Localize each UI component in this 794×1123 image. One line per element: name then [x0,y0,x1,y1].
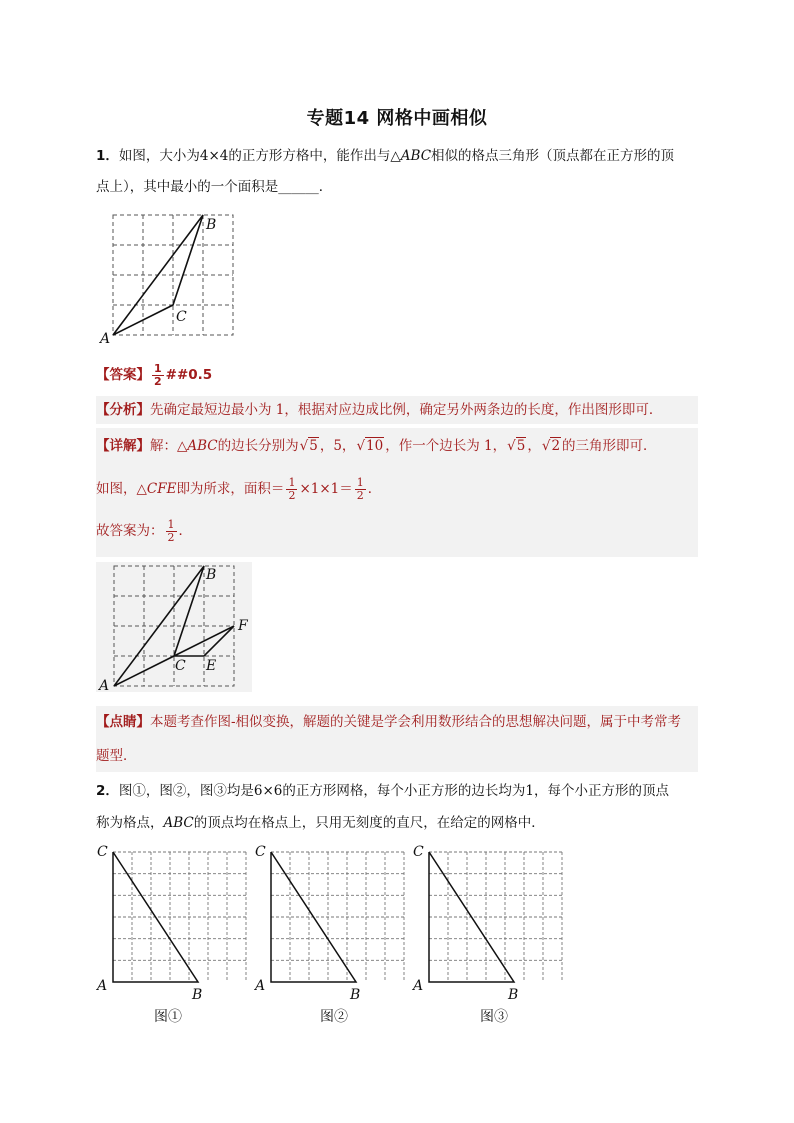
q1-figure [98,210,248,345]
q2-line1-b: 的正方形网格，每个小正方形的边长均为 [282,783,526,799]
q1-text-b: 的正方形方格中，能作出与 [228,148,391,164]
q2-line-2 [96,813,545,833]
q1-text-c: 相似的格点三角形（顶点都在正方形的顶 [431,148,675,164]
detail-triangle: △ABC [177,438,218,454]
q2-line-1 [96,781,669,801]
answer-frac-den: 2 [154,374,162,388]
detail-sep-2: ， [527,438,541,454]
q2-number: 2． [96,783,119,799]
sqrt-2: √2 [541,438,561,454]
grid-figure-1 [95,844,246,1025]
label-b: B [206,217,217,233]
sqrt-10: √10 [356,438,384,454]
detail-line2-end: ． [367,481,382,497]
q2-line2-a: 称为格点， [96,815,164,831]
detail-line-2 [96,474,381,504]
fig2-label-c: C [255,844,266,860]
q1-grid [113,215,233,335]
fig1-label-c: C [97,844,108,860]
answer-rest: ##0.5 [165,367,213,383]
label-a-2: A [99,678,110,692]
comment-text-1: 本题考查作图-相似变换，解题的关键是学会利用数形结合的思想解决问题，属于中考常考 [150,714,682,730]
analysis-text: 先确定最短边最小为 1，根据对应边成比例，确定另外两条边的长度，作出图形即可． [150,402,663,418]
detail-frac-3: $\frac{1}{2}$ [167,517,175,544]
detail-frac-1: $\frac{1}{2}$ [288,475,296,502]
fig2-label-b: B [350,987,361,1003]
triangle-abc [113,215,203,335]
analysis-line [96,396,698,424]
fig3-label-b: B [508,987,519,1003]
detail-triangle-cfe: △CFE [136,481,177,497]
answer-tag: 【答案】 [96,367,150,383]
comment-line-1 [96,712,681,732]
detail-tag: 【详解】 [96,438,150,454]
q1-number: 1． [96,148,119,164]
q2-size: 6×6 [253,783,283,799]
q1-triangle: △ABC [390,148,432,164]
answer-frac-num: 1 [154,361,162,375]
detail-frac-2: $\frac{1}{2}$ [356,475,364,502]
detail-line-1 [96,436,657,456]
q1-line-2: 点上），其中最小的一个面积是______． [96,179,333,195]
q2-unit: 1 [525,783,534,799]
answer-line [96,360,212,390]
detail-line2-c: ×1×1＝ [299,481,353,497]
label-c: C [176,309,187,325]
fig1-label-a: A [97,978,108,994]
comment-line-2: 题型． [96,748,137,764]
label-a: A [100,331,111,345]
detail-line2-a: 如图， [96,481,137,497]
detail-text-b: 的边长分别为 [217,438,299,454]
comment-tag: 【点睛】 [96,714,150,730]
detail-line3: 故答案为： [96,523,164,539]
page-title: 专题14 网格中画相似 [306,108,488,129]
fig3-label-a: A [413,978,424,994]
detail-line3-end: ． [178,523,192,539]
fig3-label-c: C [413,844,424,860]
fig1-label-b: B [192,987,203,1003]
detail-text-d: 的三角形即可． [562,438,657,454]
grid-figure-3 [411,844,562,1025]
label-c-2: C [175,658,186,674]
detail-sep-1: ，5， [319,438,356,454]
label-b-2: B [206,567,217,583]
q1-text-a: 如图，大小为 [118,148,200,164]
q2-line2-b: 的顶点均在格点上，只用无刻度的直尺，在给定的网格中． [193,815,545,831]
q2-line1-c: ，每个小正方形的顶点 [534,783,669,799]
q2-abc: ABC [163,815,194,831]
fig3-caption: 图③ [480,1009,508,1025]
analysis-tag: 【分析】 [96,402,150,418]
triangle-abc-2 [114,566,204,686]
detail-line-3 [96,516,192,546]
detail-line2-b: 即为所求，面积＝ [176,481,285,497]
answer-fraction [152,363,164,388]
q1-size: 4×4 [199,148,229,164]
q1-line-1 [96,146,674,166]
q2-figures [94,838,574,1028]
grid-figure-2 [253,844,404,1025]
fig1-caption: 图① [154,1009,182,1025]
fig2-label-a: A [255,978,266,994]
detail-text-a: 解： [150,438,177,454]
sqrt-5-b: √5 [507,438,526,454]
q2-line1-a: 图①，图②，图③均是 [118,783,254,799]
label-f: F [238,618,248,634]
sqrt-5-a: √5 [299,438,318,454]
solution-figure [96,562,252,692]
fig2-caption: 图② [320,1009,348,1025]
detail-text-c: ，作一个边长为 1， [385,438,507,454]
label-e: E [206,658,217,674]
